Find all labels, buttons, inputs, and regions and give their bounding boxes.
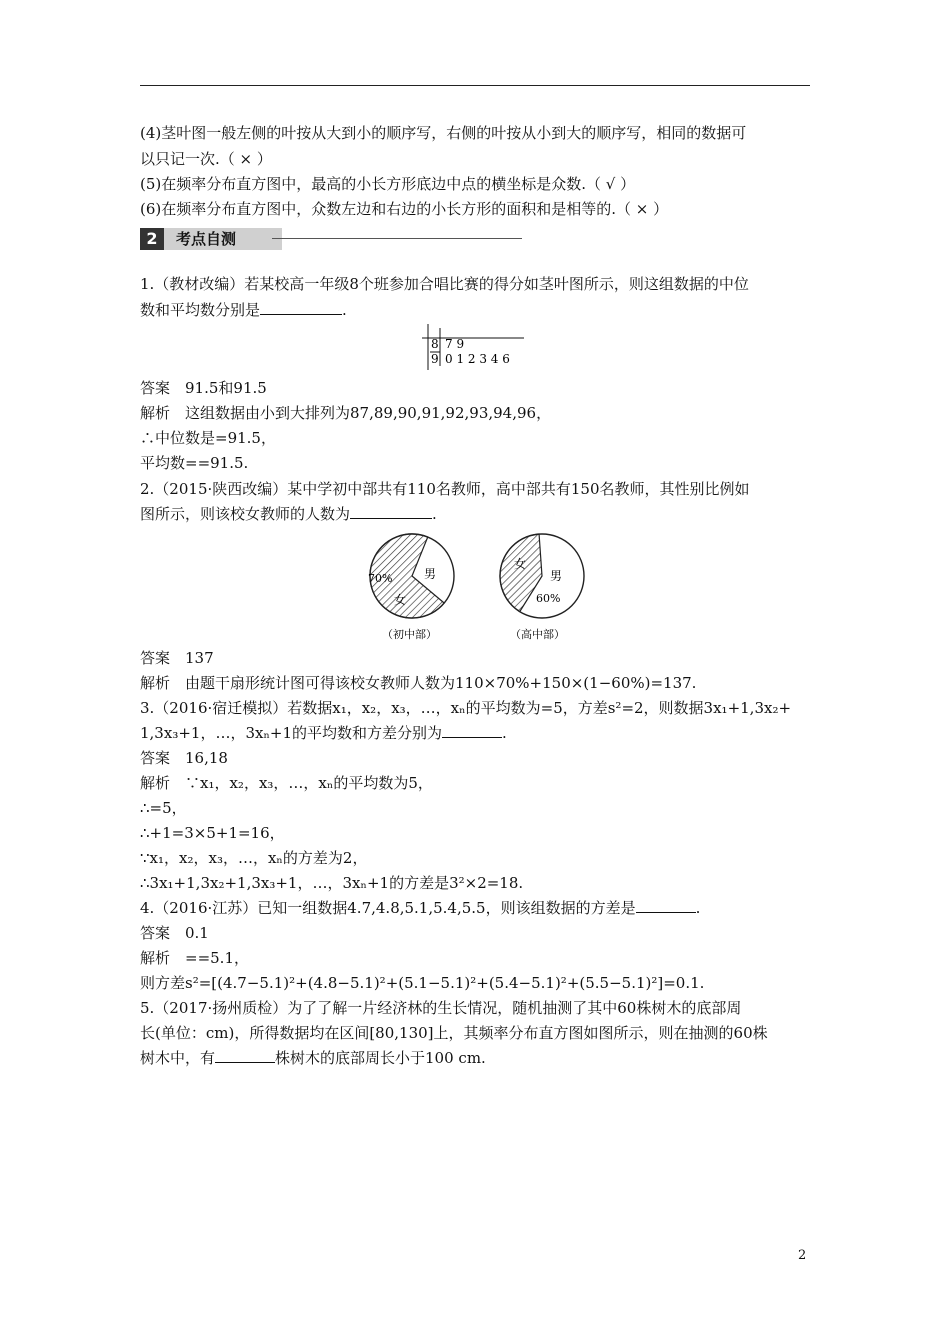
q2-line2: 图所示，则该校女教师的人数为 .: [140, 505, 437, 523]
leaves-9: 0 1 2 3 4 6: [445, 352, 510, 366]
pie-senior-caption: （高中部）: [510, 628, 565, 641]
item-4-line1: (4)茎叶图一般左侧的叶按从大到小的顺序写，右侧的叶按从小到大的顺序写，相同的数据可: [140, 124, 747, 142]
section-number: 2: [140, 228, 164, 250]
q3-analysis5: ∴3x₁+1,3x₂+1,3x₃+1，…，3xₙ+1的方差是3²×2=18.: [140, 874, 524, 892]
answer-blank: [350, 504, 432, 519]
q1-analysis1: 解析 这组数据由小到大排列为87,89,90,91,92,93,94,96，: [140, 404, 552, 422]
item-5: (5)在频率分布直方图中，最高的小长方形底边中点的横坐标是众数.（ √ ）: [140, 175, 636, 193]
q3-answer: 答案 16,18: [140, 749, 228, 767]
q3-analysis4: ∵x₁，x₂，x₃，…，xₙ的方差为2，: [140, 849, 368, 867]
pie-senior-percent: 60%: [536, 592, 561, 605]
answer-blank: [636, 898, 696, 913]
stem-8: 8: [431, 337, 439, 351]
q1-line1: 1.（教材改编）若某校高一年级8个班参加合唱比赛的得分如茎叶图所示，则这组数据的中位: [140, 275, 749, 293]
q1-line2: 数和平均数分别是 .: [140, 301, 347, 319]
answer-blank: [215, 1048, 275, 1063]
q5-line1: 5.（2017·扬州质检）为了了解一片经济林的生长情况，随机抽测了其中60株树木的底部周: [140, 999, 742, 1017]
pie-charts: [360, 528, 600, 646]
q3-analysis3: ∴+1=3×5+1=16，: [140, 824, 285, 842]
leaves-8: 7 9: [445, 337, 465, 351]
section-rule: [272, 238, 522, 239]
pie-junior-percent: 70%: [368, 572, 393, 585]
q4-analysis2: 则方差s²=[(4.7−5.1)²+(4.8−5.1)²+(5.1−5.1)²+(5.4−5.1)²+(5.5−5.1)²]=0.1.: [140, 974, 705, 992]
pie-senior-female-label: 女: [514, 557, 527, 571]
item-6: (6)在频率分布直方图中，众数左边和右边的小长方形的面积和是相等的.（ × ）: [140, 200, 669, 218]
q2-answer: 答案 137: [140, 649, 214, 667]
page-number: 2: [798, 1248, 807, 1263]
item-4-line2: 以只记一次.（ × ）: [140, 150, 272, 168]
pie-junior-female-label: 女: [394, 593, 407, 607]
answer-blank: [442, 723, 502, 738]
section-heading: [140, 228, 522, 250]
q1-answer: 答案 91.5和91.5: [140, 379, 267, 397]
q1-analysis2: ∴中位数是=91.5，: [140, 429, 276, 447]
q5-line2: 长(单位：cm)，所得数据均在区间[80,130]上，其频率分布直方图如图所示，则在抽测的60株: [140, 1024, 768, 1042]
q2-line1: 2.（2015·陕西改编）某中学初中部共有110名教师，高中部共有150名教师，其性别比例如: [140, 480, 750, 498]
q3-analysis2: ∴=5，: [140, 799, 187, 817]
q4-analysis1: 解析 ==5.1，: [140, 949, 249, 967]
q3-analysis1: 解析 ∵x₁，x₂，x₃，…，xₙ的平均数为5，: [140, 774, 433, 792]
stem-9: 9: [431, 352, 439, 366]
stem-leaf-plot: [418, 324, 528, 370]
pie-junior-caption: （初中部）: [382, 628, 437, 641]
q4-answer: 答案 0.1: [140, 924, 209, 942]
pie-junior: [368, 534, 454, 641]
q4-line1: 4.（2016·江苏）已知一组数据4.7,4.8,5.1,5.4,5.5，则该组数据的方差是 .: [140, 899, 701, 917]
q2-analysis: 解析 由题干扇形统计图可得该校女教师人数为110×70%+150×(1−60%)=137.: [140, 674, 697, 692]
q3-line2: 1,3x₃+1，…，3xₙ+1的平均数和方差分别为 .: [140, 724, 507, 742]
q3-line1: 3.（2016·宿迁模拟）若数据x₁，x₂，x₃，…，xₙ的平均数为=5，方差s²=2，则数据3x₁+1,3x₂+: [140, 699, 792, 717]
pie-senior: [500, 534, 584, 641]
q5-line3: 树木中，有 株树木的底部周长小于100 cm.: [140, 1049, 486, 1067]
q1-analysis3: 平均数==91.5.: [140, 454, 249, 472]
section-title: 考点自测: [176, 230, 237, 248]
header-rule: [140, 85, 810, 86]
pie-junior-male-label: 男: [424, 567, 437, 581]
answer-blank: [260, 300, 342, 315]
pie-senior-male-label: 男: [550, 569, 563, 583]
